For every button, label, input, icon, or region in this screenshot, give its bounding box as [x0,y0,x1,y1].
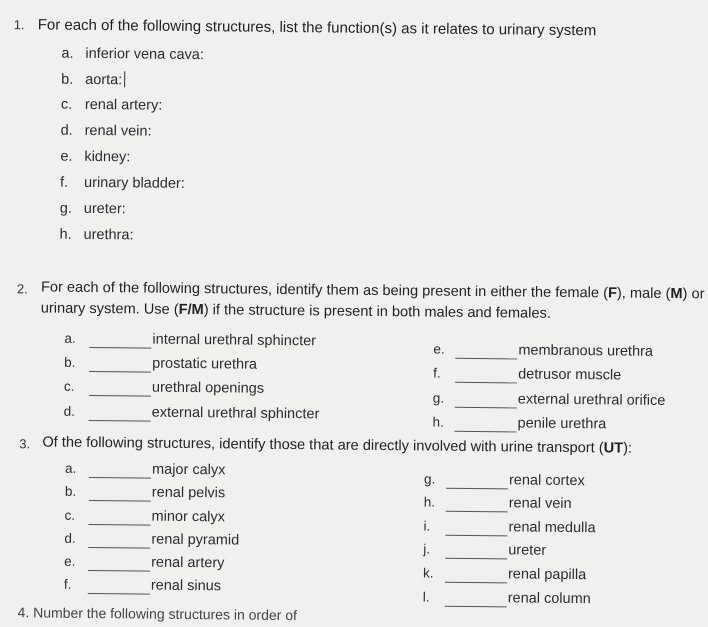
answer-blank[interactable] [445,558,507,560]
row-label: renal medulla [508,519,596,537]
row-label: renal pelvis [151,484,226,502]
row-letter: b. [64,354,76,370]
row-label: penile urethra [517,415,607,433]
answer-blank[interactable] [89,500,151,502]
row-letter: g. [432,390,445,406]
q3-left-row-e[interactable] [64,554,364,577]
q1-item-h[interactable] [59,227,133,244]
row-letter: g. [423,471,436,487]
answer-blank[interactable] [88,547,150,549]
row-letter: d. [63,403,76,419]
answer-blank[interactable] [445,582,507,584]
item-letter: b. [61,71,74,88]
q2-left-row-b[interactable] [64,355,364,378]
row-label: membranous urethra [518,342,654,360]
item-letter: a. [61,45,74,62]
row-letter: l. [422,589,430,605]
q3-left-row-a[interactable] [65,461,365,484]
q2-prompt-line2: urinary system. Use (F/M) if the structure is present in both males and females. [40,300,551,322]
item-letter: h. [59,226,72,243]
answer-blank[interactable] [445,535,507,537]
q2-right-row-e[interactable] [433,342,683,365]
answer-blank[interactable] [89,371,151,373]
answer-blank[interactable] [89,395,151,397]
row-label: external urethral orifice [517,391,666,409]
q3-right-row-i[interactable] [423,518,673,541]
item-label: renal artery: [84,96,163,114]
answer-blank[interactable] [89,347,151,349]
item-label: kidney: [84,148,131,166]
item-letter: g. [59,200,72,217]
q2-left-row-d[interactable] [64,404,364,427]
q1-number: 1. [13,17,25,33]
row-letter: e. [433,341,445,357]
row-label: minor calyx [151,508,226,526]
item-label: urethra: [83,226,134,244]
row-label: renal vein [508,495,572,513]
answer-blank[interactable] [89,477,151,479]
q2-left-row-c[interactable] [64,379,364,402]
q1-item-g[interactable] [60,201,126,218]
row-letter: c. [64,507,76,523]
row-letter: f. [433,365,441,381]
answer-blank[interactable] [446,511,508,513]
text-cursor [124,71,125,87]
q1-item-c[interactable] [61,97,163,114]
item-letter: e. [60,148,73,165]
q3-left-row-c[interactable] [64,508,364,531]
row-label: renal artery [151,554,225,572]
row-label: prostatic urethra [152,355,258,373]
q2-left-row-a[interactable] [64,331,364,354]
answer-blank[interactable] [89,420,151,422]
item-label: aorta: [85,71,123,89]
row-letter: i. [423,518,431,534]
q3-left-row-b[interactable] [65,484,365,507]
row-letter: j. [423,541,431,557]
row-label: external urethral sphincter [151,404,320,423]
row-letter: k. [422,565,434,581]
row-letter: b. [64,483,77,499]
q2-number: 2. [16,281,28,297]
q3-right-row-l[interactable] [423,589,673,612]
q1-item-d[interactable] [61,123,152,140]
row-letter: e. [64,553,76,569]
row-label: detrusor muscle [518,366,622,384]
q1-item-a[interactable] [61,46,204,63]
row-label: major calyx [152,461,226,479]
row-letter: a. [64,330,76,346]
row-letter: a. [65,460,77,476]
q3-right-row-g[interactable] [424,471,674,494]
item-label: inferior vena cava: [85,45,205,64]
answer-blank[interactable] [445,606,507,608]
answer-blank[interactable] [88,570,150,572]
answer-blank[interactable] [455,407,517,409]
item-label: ureter: [83,200,126,218]
row-label: internal urethral sphincter [152,331,317,350]
row-letter: c. [63,378,75,394]
row-label: renal pyramid [151,531,240,549]
row-label: ureter [508,542,547,559]
q2-right-row-g[interactable] [433,391,683,414]
answer-blank[interactable] [455,431,517,433]
item-label: renal vein: [84,122,152,140]
row-label: renal cortex [508,472,585,490]
answer-blank[interactable] [89,524,151,526]
q3-right-row-k[interactable] [423,565,673,588]
q3-right-row-h[interactable] [424,494,674,517]
answer-blank[interactable] [88,593,150,595]
q1-item-e[interactable] [60,149,130,166]
item-letter: c. [60,96,73,113]
item-letter: d. [60,122,73,139]
answer-blank[interactable] [455,358,517,360]
q3-prompt: Of the following structures, identify those that are directly involved with urine transport (UT): [42,434,633,457]
q2-right-row-f[interactable] [433,366,683,389]
q4-cutoff-text: 4. Number the following structures in order of [17,604,298,624]
row-label: renal column [507,590,591,608]
answer-blank[interactable] [455,382,517,384]
q1-item-f[interactable] [60,175,185,192]
q3-number: 3. [19,436,31,452]
row-letter: h. [432,414,444,430]
q1-item-b[interactable] [61,71,125,89]
row-label: renal sinus [150,577,222,595]
q3-right-row-j[interactable] [423,541,673,564]
item-letter: f. [60,174,69,191]
q3-left-row-d[interactable] [64,531,364,554]
row-letter: d. [64,530,76,546]
q1-prompt: For each of the following structures, list the function(s) as it relates to urinary system [37,16,597,40]
row-label: renal papilla [507,566,587,584]
q2-right-row-h[interactable] [432,415,682,438]
answer-blank[interactable] [446,488,508,490]
row-letter: h. [423,494,436,510]
q2-prompt-line1: For each of the following structures, identify them as being present in either the female (F), male (M) or [40,279,705,303]
q3-left-row-f[interactable] [64,577,364,600]
row-label: urethral openings [151,379,265,397]
row-letter: f. [63,576,72,592]
item-label: urinary bladder: [84,174,185,192]
